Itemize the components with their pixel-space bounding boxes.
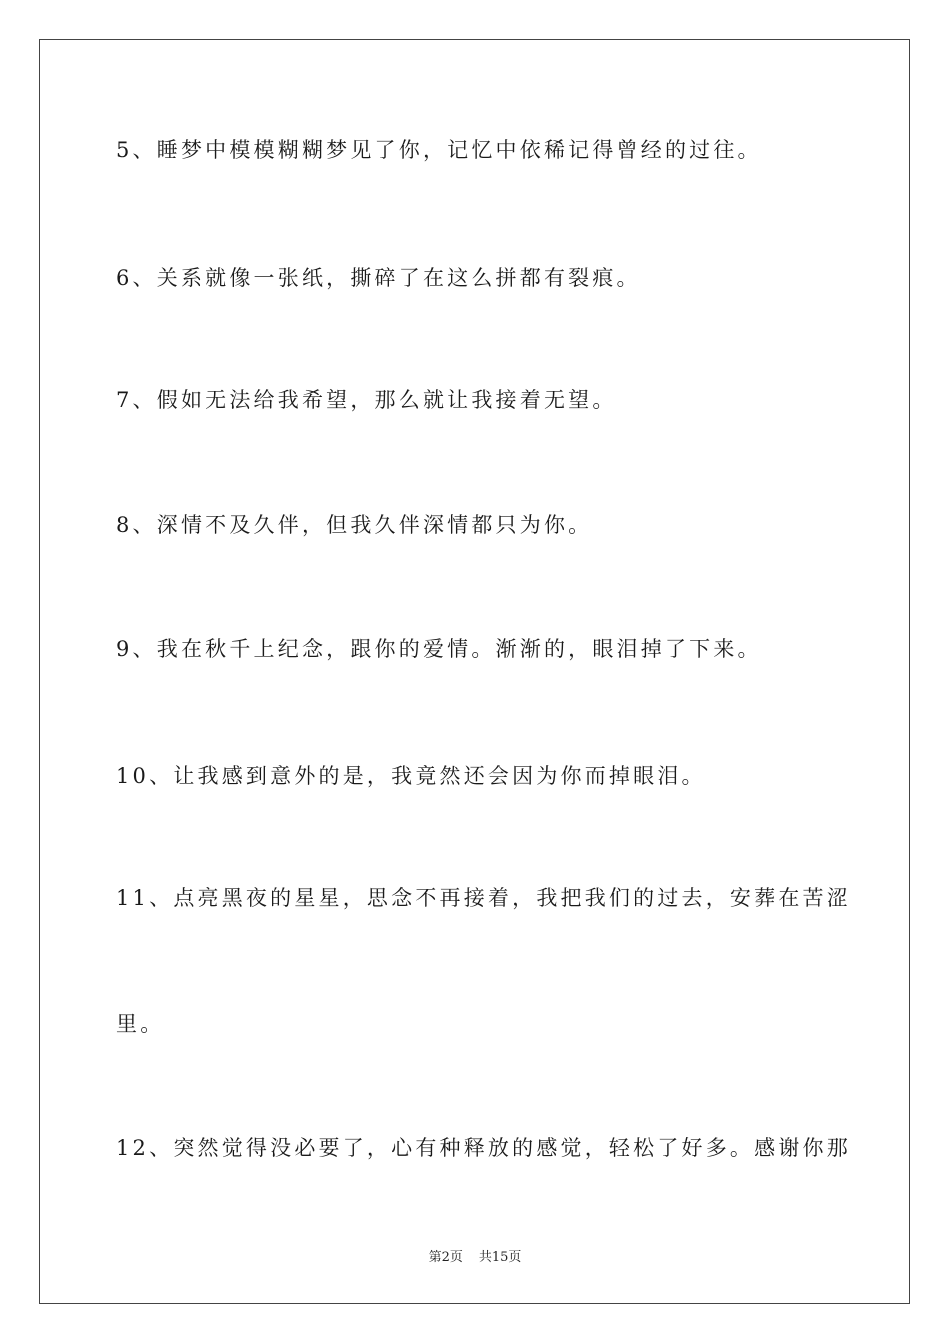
paragraph-line: 8、深情不及久伴，但我久伴深情都只为你。: [116, 513, 593, 537]
paragraph-line: 7、假如无法给我希望，那么就让我接着无望。: [116, 388, 617, 412]
paragraph-line: 5、睡梦中模模糊糊梦见了你，记忆中依稀记得曾经的过往。: [116, 138, 762, 162]
page-footer: [0, 1246, 950, 1265]
paragraph-line: 里。: [116, 1012, 165, 1036]
paragraph-line: 6、关系就像一张纸，撕碎了在这么拼都有裂痕。: [116, 266, 641, 290]
paragraph-line: 9、我在秋千上纪念，跟你的爱情。渐渐的，眼泪掉了下来。: [116, 637, 762, 661]
paragraph-line: 12、突然觉得没必要了，心有种释放的感觉，轻松了好多。感谢你那: [116, 1136, 851, 1160]
page-number: 第2页: [428, 1250, 463, 1265]
paragraph-line: 11、点亮黑夜的星星，思念不再接着，我把我们的过去，安葬在苦涩: [116, 886, 851, 910]
paragraph-line: 10、让我感到意外的是，我竟然还会因为你而掉眼泪。: [116, 764, 706, 788]
page-border: [39, 39, 910, 1304]
page-total: 共15页: [478, 1250, 522, 1265]
